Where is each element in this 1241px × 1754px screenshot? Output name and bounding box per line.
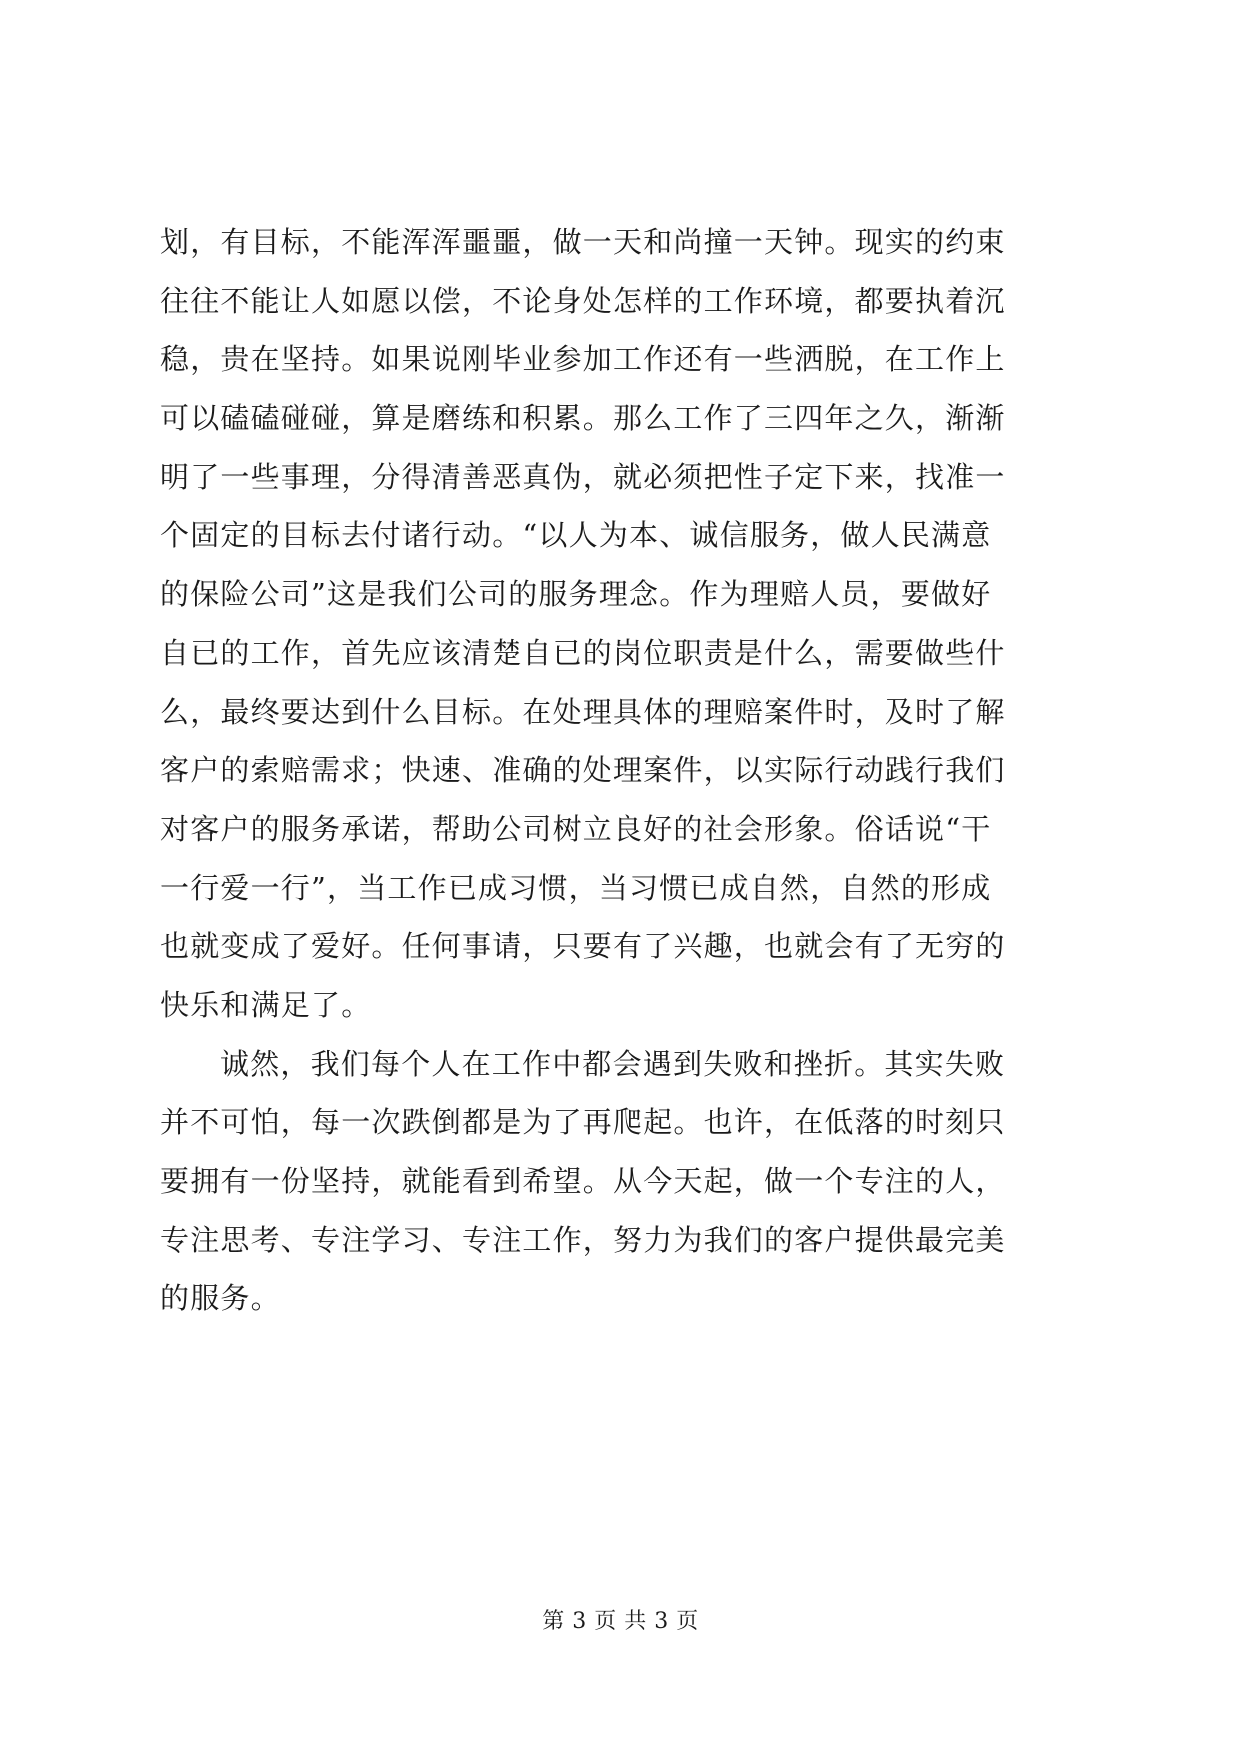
text-line: 可以磕磕碰碰，算是磨练和积累。那么工作了三四年之久，渐渐 — [160, 401, 1006, 436]
paragraph-2 — [160, 1035, 1100, 1328]
text-line: 明了一些事理，分得清善恶真伪，就必须把性子定下来，找准一 — [160, 459, 1006, 494]
text-line: 并不可怕，每一次跌倒都是为了再爬起。也许，在低落的时刻只 — [160, 1105, 1006, 1140]
text-line: 稳，贵在坚持。如果说刚毕业参加工作还有一些洒脱，在工作上 — [160, 342, 1006, 377]
page-number-footer: 第 3 页 共 3 页 — [542, 1609, 699, 1634]
paragraph-1 — [160, 213, 1100, 1035]
text-line: 要拥有一份坚持，就能看到希望。从今天起，做一个专注的人， — [160, 1164, 1006, 1198]
text-line: 客户的索赔需求；快速、准确的处理案件，以实际行动践行我们 — [160, 753, 1006, 788]
text-line: 的服务。 — [160, 1281, 281, 1316]
text-line: 快乐和满足了。 — [160, 987, 372, 1022]
text-line: 往往不能让人如愿以偿，不论身处怎样的工作环境，都要执着沉 — [160, 283, 1006, 318]
text-line: 诚然，我们每个人在工作中都会遇到失败和挫折。其实失败 — [220, 1046, 1006, 1081]
text-line: 自已的工作，首先应该清楚自已的岗位职责是什么，需要做些什 — [160, 635, 1006, 670]
text-line: 一行爱一行”，当工作已成习惯，当习惯已成自然，自然的形成 — [160, 870, 992, 905]
text-line: 也就变成了爱好。任何事请，只要有了兴趣，也就会有了无穷的 — [160, 929, 1006, 964]
text-line: 对客户的服务承诺，帮助公司树立良好的社会形象。俗话说“干 — [160, 811, 992, 846]
text-line: 划，有目标，不能浑浑噩噩，做一天和尚撞一天钟。现实的约束 — [160, 225, 1006, 259]
document-body — [160, 213, 1100, 1328]
text-line: 个固定的目标去付诸行动。“以人为本、诚信服务，做人民满意 — [160, 518, 992, 553]
text-line: 的保险公司”这是我们公司的服务理念。作为理赔人员，要做好 — [160, 577, 992, 612]
text-line: 么，最终要达到什么目标。在处理具体的理赔案件时，及时了解 — [160, 694, 1006, 729]
text-line: 专注思考、专注学习、专注工作，努力为我们的客户提供最完美 — [160, 1222, 1006, 1257]
